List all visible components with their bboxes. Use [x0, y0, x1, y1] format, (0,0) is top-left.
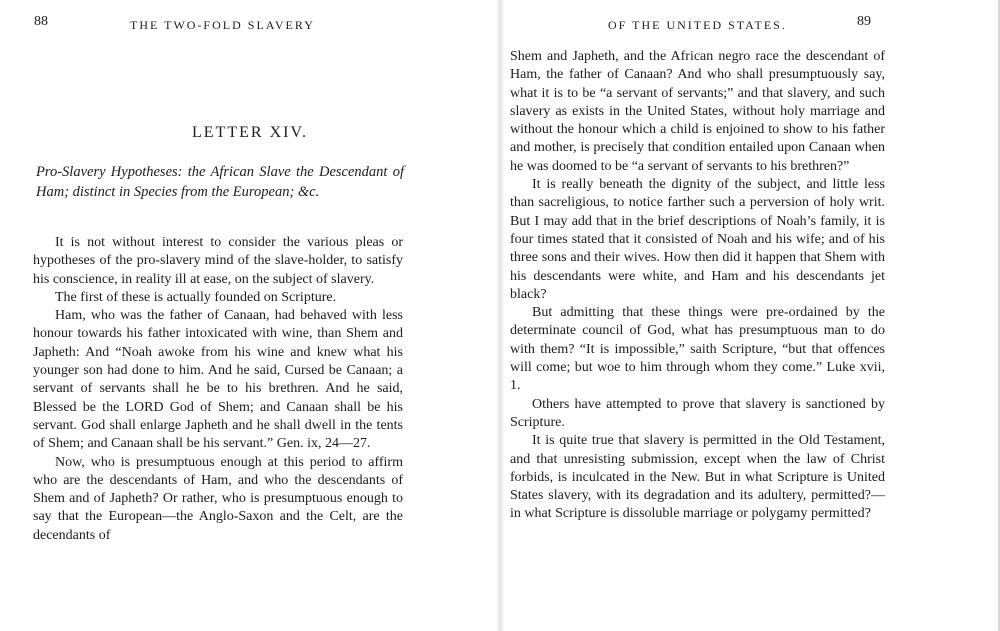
paragraph: Shem and Japheth, and the African negro race the descendant of Ham, the father of Canaan? And who shall presumptuously say, what it is to be “a servant of servants;” and that slavery, and such slavery as exists in the United States, without holy marriage and without the honour which a child is enjoined to show to his father and mother, is precisely that condition entailed upon Canaan when he was doomed to be “a servant of servants to his brethren?” — [510, 49, 885, 174]
left-page-body — [33, 234, 403, 545]
left-page-number: 88 — [34, 14, 48, 29]
paragraph: It is quite true that slavery is permitted in the Old Testament, and that unresisting submission, except when the law of Christ forbids, is inculcated in the New. But in what Scripture is United States slavery, with its degradation and its adultery, permitted?—in what Scripture is dissoluble marriage or polygamy permitted? — [510, 433, 885, 522]
letter-subtitle: Pro-Slavery Hypotheses: the African Slave the Descendant of Ham; distinct in Species from the European; &c. — [36, 164, 404, 200]
left-running-head: THE TWO-FOLD SLAVERY — [130, 18, 315, 32]
letter-title: LETTER XIV. — [192, 124, 308, 141]
paragraph: It is really beneath the dignity of the subject, and little less than sacreligious, to notice farther such a perversion of holy writ. But I may add that in the brief descriptions of Noah’s family, it is four times stated that it consisted of Noah and his wife; and of his three sons and their wives. How then did it happen that Shem with his descendants were white, and Ham and his descendants jet black? — [510, 177, 885, 302]
right-page-body — [510, 48, 885, 524]
right-page-number: 89 — [857, 14, 871, 29]
paragraph: Ham, who was the father of Canaan, had behaved with less honour towards his father intoxicated with wine, than Shem and Japheth: And “Noah awoke from his wine and knew what his younger son had done to him. And he said, Cursed be Canaan; a servant of servants shall he be to his brethren. And he said, Blessed be the LORD God of Shem; and Canaan shall be his servant. God shall enlarge Japheth and he shall dwell in the tents of Shem; and Canaan shall be his servant.” Gen. ix, 24—27. — [33, 308, 403, 452]
paragraph: Now, who is presumptuous enough at this period to affirm who are the descendants of Ham, and who the descendants of Shem and of Japheth? Or rather, who is presumptuous enough to say that the European—the Anglo-Saxon and the Celt, are the decendants of — [33, 454, 403, 543]
paragraph: The first of these is actually founded on Scripture. — [55, 289, 337, 305]
right-page — [500, 0, 1000, 631]
paragraph: But admitting that these things were pre-ordained by the determinate council of God, what has presumptuous man to do with them? “It is impossible,” saith Scripture, “but that offences will come; but woe to him through whom they come.” Luke xvii, 1. — [510, 305, 885, 394]
paragraph: It is not without interest to consider the various pleas or hypotheses of the pro-slavery mind of the slave-holder, to satisfy his conscience, in reality ill at ease, on the subject of slavery. — [33, 235, 403, 287]
right-running-head: OF THE UNITED STATES. — [608, 18, 787, 32]
paragraph: Others have attempted to prove that slavery is sanctioned by Scripture. — [510, 396, 885, 430]
